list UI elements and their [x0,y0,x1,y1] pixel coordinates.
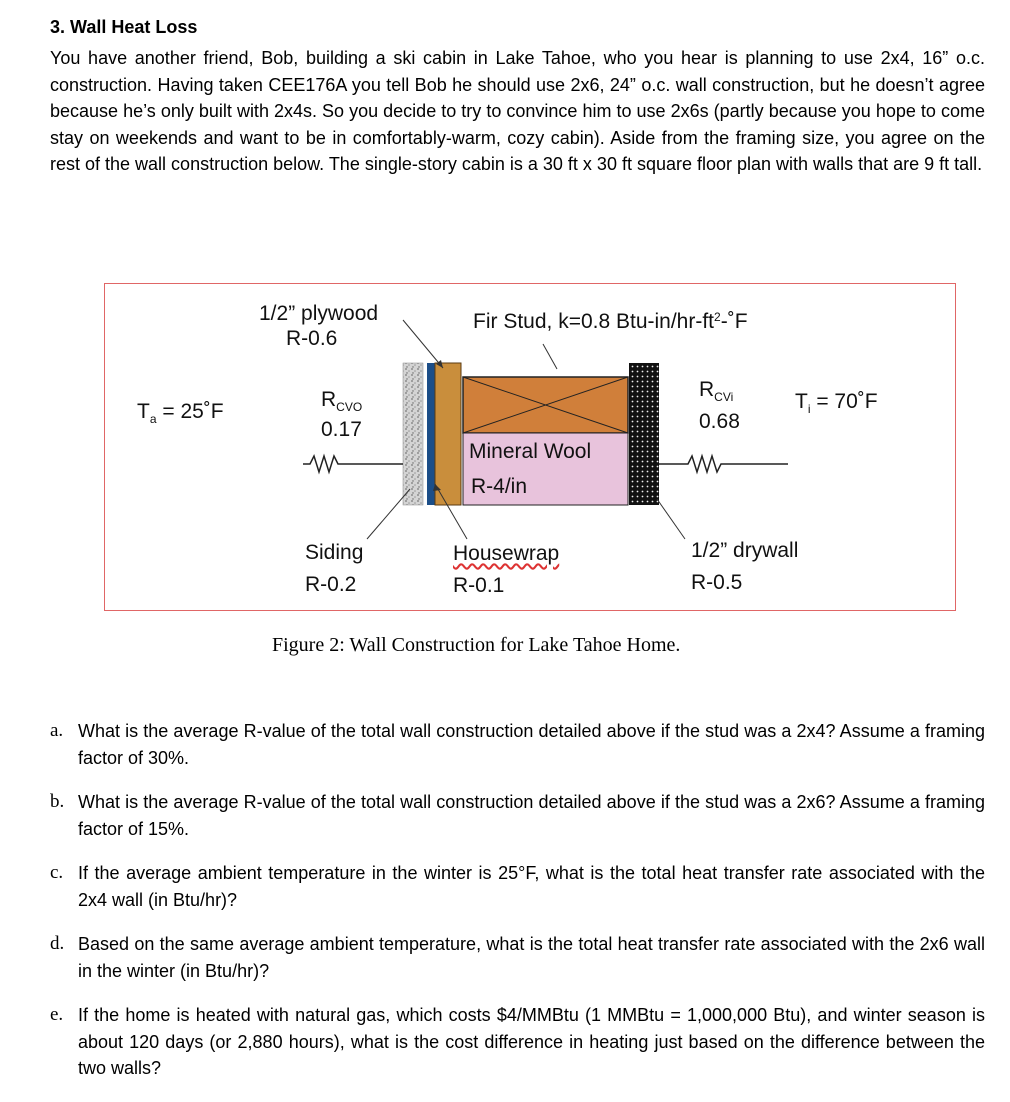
rcvi-subscript: CVi [714,390,734,404]
siding-layer [403,363,423,505]
ta-value: = 25˚F [156,400,224,423]
question-e [50,1002,985,1082]
resistor-cvo [303,456,403,472]
mineral-wool-r-value: R-4/in [471,475,528,498]
stud-label-sup: 2 [714,310,721,324]
stud-label-text: Fir Stud, k=0.8 Btu-in/hr-ft [473,310,715,333]
leader-stud [543,344,557,369]
rcvi-value: 0.68 [699,410,740,433]
leader-siding [367,489,410,539]
question-letter: e. [50,1004,64,1025]
question-letter: a. [50,720,64,741]
rcvi-label [699,378,733,404]
rcvo-subscript: CVO [336,400,363,414]
ambient-temperature [137,400,224,426]
stud-label-end: -˚F [720,310,748,333]
leader-drywall [657,499,685,539]
ta-subscript: a [149,412,157,426]
leader-plywood [403,320,443,368]
indoor-temperature [795,390,878,416]
question-list [50,718,985,1100]
siding-label: Siding [305,541,364,564]
wall-construction-figure [104,283,956,611]
rcvo-label [321,388,362,414]
question-letter: d. [50,933,65,954]
ti-symbol: T [795,390,808,413]
plywood-r-value: R-0.6 [286,327,338,350]
housewrap-label: Housewrap [453,542,560,565]
rcvi-symbol: R [699,378,715,401]
rcvo-symbol: R [321,388,337,411]
plywood-label: 1/2” plywood [259,302,379,325]
question-b [50,789,985,842]
resistor-cvi [659,456,788,472]
plywood-layer [435,363,461,505]
section-heading: 3. Wall Heat Loss [50,17,198,37]
question-text: Based on the same average ambient temperature, what is the total heat transfer rate associated with the 2x6 wall in the winter (in Btu/hr)? [78,934,985,981]
question-text: If the average ambient temperature in the winter is 25°F, what is the total heat transfer rate associated with the 2x4 wall (in Btu/hr)? [78,863,985,910]
drywall-label: 1/2” drywall [691,539,799,562]
rcvo-value: 0.17 [321,418,362,441]
stud-label [473,310,748,336]
question-text: What is the average R-value of the total wall construction detailed above if the stud was a 2x6? Assume a framing factor of 15%. [78,792,985,839]
intro-paragraph: You have another friend, Bob, building a ski cabin in Lake Tahoe, who you hear is planning to use 2x4, 16” o.c. construction. Having taken CEE176A you tell Bob he should use 2x6, 24” o.c. wall construction, but he doesn’t agree because he’s only built with 2x4s. So you decide to try to convince him to use 2x6s (partly because you hope to come stay on weekends and want to be in comfortably-warm, cozy cabin). Aside from the framing size, you agree on the rest of the wall construction below. The single-story cabin is a 30 ft x 30 ft square floor plan with walls that are 9 ft tall. [50,48,985,174]
ta-symbol: T [137,400,150,423]
question-text: What is the average R-value of the total wall construction detailed above if the stud was a 2x4? Assume a framing factor of 30%. [78,721,985,768]
mineral-wool-label: Mineral Wool [469,440,592,463]
question-letter: b. [50,791,65,812]
figure-caption: Figure 2: Wall Construction for Lake Tahoe Home. [272,634,681,656]
drywall-layer [629,363,659,505]
question-c [50,860,985,913]
housewrap-r-value: R-0.1 [453,574,505,597]
housewrap-layer [427,363,435,505]
question-a [50,718,985,771]
question-d [50,931,985,984]
ti-subscript: i [807,402,811,416]
question-letter: c. [50,862,64,883]
drywall-r-value: R-0.5 [691,571,743,594]
ti-value: = 70˚F [810,390,878,413]
siding-r-value: R-0.2 [305,573,357,596]
question-text: If the home is heated with natural gas, which costs $4/MMBtu (1 MMBtu = 1,000,000 Btu), and winter season is about 120 days (or 2,880 hours), what is the cost difference in heating just based on the difference between the two walls? [78,1005,985,1078]
